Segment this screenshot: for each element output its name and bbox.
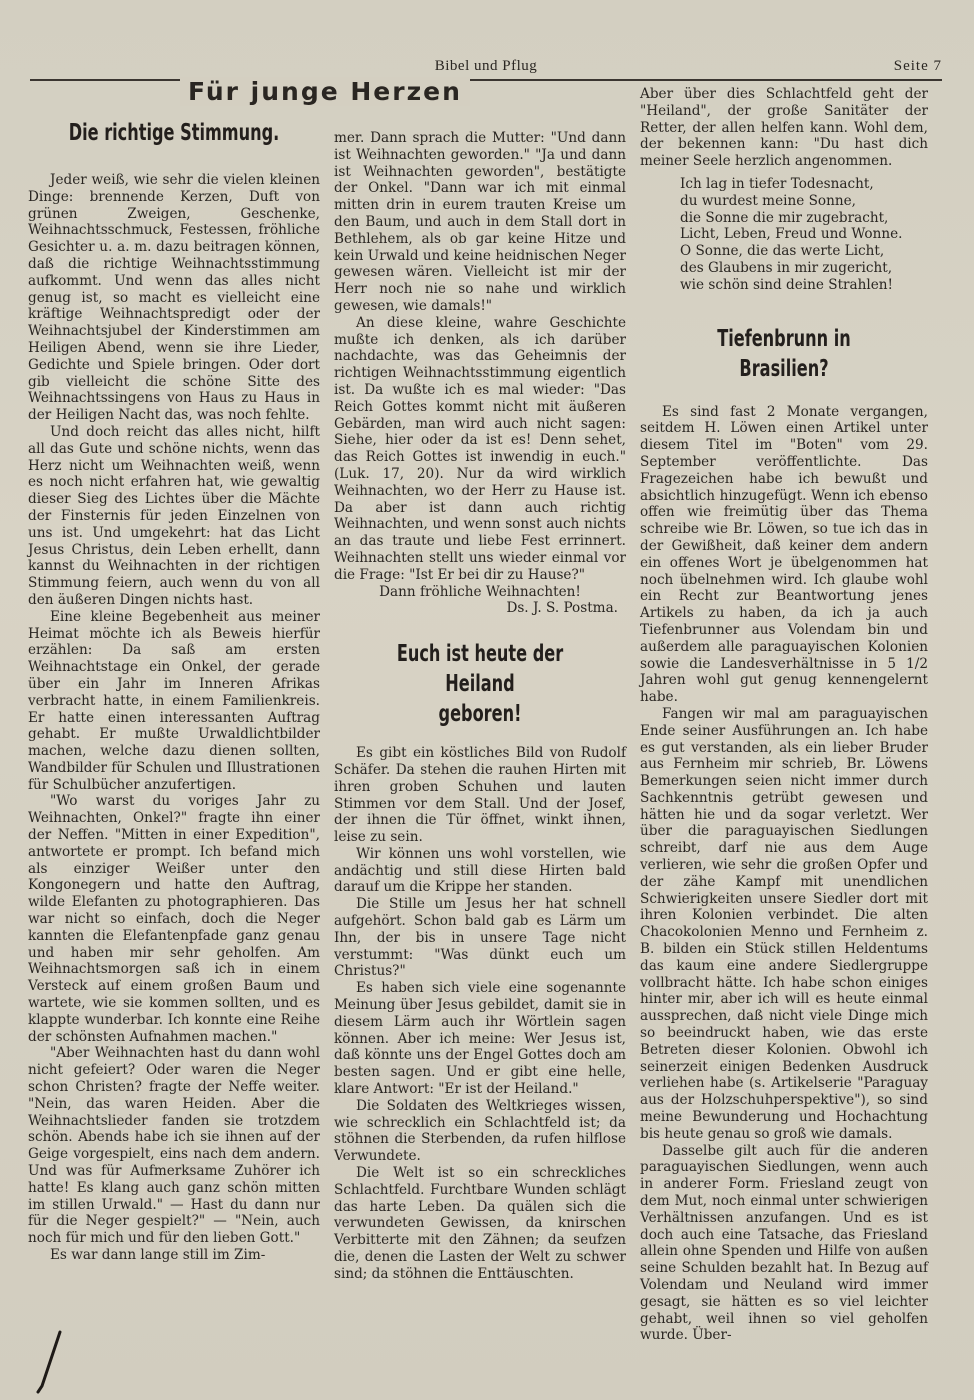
- paragraph: Die Stille um Jesus her hat schnell aufgehört. Schon bald gab es Lärm um Ihn, der bis in unsere Tage nicht verstummt: "Was dünkt euch um Christus?": [334, 896, 626, 980]
- paragraph: Dasselbe gilt auch für die anderen paraguayischen Siedlungen, wenn auch in anderer Form. Friesland zeugt von dem Mut, noch einmal unter schwierigen Verhältnissen anzufangen. Und es ist doch auch eine Tatsache, das Friesland allein ohne Spenden und Hilfe von außen seine Schulden bezahlt hat. In Bezug auf Volendam und Neuland wird immer gesagt, sie hätten es so viel leichter gehabt, weil ihnen so viel geholfen wurde. Über-: [640, 1142, 928, 1344]
- paragraph: Eine kleine Begebenheit aus meiner Heimat möchte ich als Beweis hierfür erzählen: Da saß am ersten Weihnachtstage ein Onkel, der gerade über ein Jahr im Inneren Afrikas verbracht hatte, in einem Familienkreis. Er hatte einen interessanten Auftrag gehabt. Er mußte Urwaldlichtbilder machen, welche dazu dienen sollten, Wandbilder für Schulen und Illustrationen für Schulbücher anzufertigen.: [28, 608, 320, 793]
- paragraph: Es gibt ein köstliches Bild von Rudolf Schäfer. Da stehen die rauhen Hirten mit ihren groben Schuhen und lauten Stimmen vor dem Stall. Und der Josef, der ihnen die Tür öffnet, winkt ihnen, leise zu sein.: [334, 745, 626, 846]
- column-3: [640, 86, 928, 1344]
- poem: [680, 176, 928, 294]
- paragraph: Und doch reicht das alles nicht, hilft all das Gute und schöne nichts, wenn das Herz nicht um Weihnachten weiß, wenn es noch nicht erfahren hat, wie gewaltig dieser Sieg des Lichtes über die Mächte der Finsternis für jeden Einzelnen von uns ist. Und umgekehrt: hat das Licht Jesus Christus, dein Leben erhellt, dann kannst du Weihnachten in der richtigen Stimmung feiern, auch wenn du von all den äußeren Dingen nichts hast.: [28, 423, 320, 608]
- closing-line: Dann fröhliche Weihnachten!: [379, 583, 581, 600]
- poem-line: des Glaubens in mir zugericht,: [680, 259, 893, 276]
- paragraph: Fangen wir mal am paraguayischen Ende seiner Ausführungen an. Ich habe es gut verstanden, als ein lieber Bruder aus Fernheim mir schrieb, Br. Löwens Bemerkungen seien nicht immer durch Sachkenntnis getrübt gewesen und hätten hie und da sogar verletzt. Wer über die paraguayischen Siedlungen schreibt, darf nie aus dem Auge verlieren, wie sehr die großen Opfer und der zähe Kampf mit unendlichen Schwierigkeiten unsere Siedler dort mit ihren Kolonien verbindet. Die alten Chacokolonien Menno und Fernheim z. B. bilden ein Stück stillen Heldentums das kaum eine andere Siedlergruppe vollbracht hätte. Ich habe schon einiges hinter mir, aber ich will es heute einmal aussprechen, daß nicht viele Dinge mich so beeindruckt haben, wie das erste Betreten dieser Kolonien. Obwohl ich seinerzeit einigen Bedenken Ausdruck verliehen habe (s. Artikelserie "Paraguay aus der Holzschuhperspektive"), so sind meine Bewunderung und Hochachtung bis heute genau so groß wie damals.: [640, 705, 928, 1142]
- poem-line: Ich lag in tiefer Todesnacht,: [680, 175, 874, 192]
- column-1: [28, 118, 320, 1264]
- pen-mark: [34, 1330, 64, 1394]
- header-rule: [30, 79, 942, 81]
- article-title-heiland: [366, 639, 594, 729]
- poem-line: du wurdest meine Sonne,: [680, 192, 856, 209]
- paragraph: Die Welt ist so ein schreckliches Schlachtfeld. Furchtbare Wunden schlägt das harte Leben. Da quälen sich die verwundeten Gewissen, da knirschen Verbitterte mit den Zähnen; da seufzen die, denen die Lasten der Welt zu schwer sind; da stöhnen die Enttäuschten.: [334, 1165, 626, 1282]
- page-header: [30, 58, 942, 80]
- page-number: Seite 7: [893, 58, 942, 74]
- article-title-tiefenbrunn: Tiefenbrunn in Brasilien?: [717, 325, 851, 382]
- paragraph: Es war dann lange still im Zim-: [50, 1247, 266, 1263]
- paragraph: Wir können uns wohl vorstellen, wie andächtig und still diese Hirten bald darauf um die Krippe her standen.: [334, 845, 626, 896]
- column-2: [334, 130, 626, 1283]
- paragraph: "Wo warst du voriges Jahr zu Weihnachten, Onkel?" fragte ihn einer der Neffen. "Mitten in einer Expedition", antwortete er prompt. Ich befand mich als einziger Weißer unter den Kongonegern und hatte den Auftrag, wilde Elefanten zu photographieren. Das war nicht so einfach, doch die Neger kannten die Elefantenpfade ganz genau und haben mir sehr geholfen. Am Weihnachtsmorgen saß ich in einem Versteck auf einem großen Baum und wartete, wie sie kommen sollten, und es klappte wunderbar. Ich konnte eine Reihe der schönsten Aufnahmen machen.": [28, 793, 320, 1045]
- paragraph: Aber über dies Schlachtfeld geht der "Heiland", der große Sanitäter der Retter, der allen helfen kann. Wohl dem, der bekennen kann: "Du hast dich meiner Seele herzlich angenommen.: [640, 86, 928, 170]
- article-title-stimmung: Die richtige Stimmung.: [68, 120, 280, 146]
- poem-line: wie schön sind deine Strahlen!: [680, 276, 894, 293]
- paragraph: Es sind fast 2 Monate vergangen, seitdem H. Löwen einen Artikel unter diesem Titel im "Boten" vom 29. September veröffentlichte. Das Fragezeichen habe ich bewußt und absichtlich hinzugefügt. Wenn ich ebenso offen wie freimütig über das Thema schreibe wie Br. Löwen, so tue ich das in der Gewißheit, daß keiner dem andern ein offenes Wort je übelgenommen hat noch übelnehmen wird. Ich glaube wohl ein Recht zur Beantwortung jenes Artikels zu haben, da ich ja auch Tiefenbrunner aus Volendam bin und außerdem alle paraguayischen Kolonien sowie die Landesverhältnisse in 5 1/2 Jahren wohl gut genug kennengelernt habe.: [640, 403, 928, 706]
- poem-line: O Sonne, die das werte Licht,: [680, 243, 885, 260]
- paragraph: "Aber Weihnachten hast du dann wohl nicht gefeiert? Oder waren die Neger schon Christen? fragte der Neffe weiter. "Nein, das waren Heiden. Aber die Weihnachtslieder fanden sie trotzdem schön. Abends habe ich sie ihnen auf der Geige vorgespielt, eins nach dem andern. Und was für Aufmerksame Zuhörer ich hatte! Es klang auch ganz schön mitten im stillen Urwald." — Hast du dann nur für die Neger gespielt?" — "Nein, auch noch für mich und für den lieben Gott.": [28, 1045, 320, 1247]
- section-title: Für junge Herzen: [180, 77, 470, 106]
- title-line-1: Euch ist heute der Heiland: [396, 641, 564, 698]
- running-title: Bibel und Pflug: [434, 58, 538, 74]
- title-line-2: geboren!: [438, 701, 522, 728]
- paragraph: mer. Dann sprach die Mutter: "Und dann ist Weihnachten geworden." "Ja und dann ist Weihnachten geworden", bestätigte der Onkel. "Dann war ich mit einmal mitten drin in eurem trauten Kreise um den Baum, und auch in dem Stall dort in Bethlehem, als ob gar keine Hitze und kein Urwald und keine heidnischen Neger gewesen wären. Vielleicht ist mir der Herr noch nie so nahe und wirklich gewesen, wie damals!": [334, 130, 626, 314]
- paragraph: Jeder weiß, wie sehr die vielen kleinen Dinge: brennende Kerzen, Duft von grünen Zweigen, Geschenke, Weihnachtsschmuck, Festessen, fröhliche Gesichter u. a. m. dazu beitragen können, daß die richtige Weihnachtsstimmung aufkommt. Und wenn das alles nicht genug ist, so macht es vielleicht eine kräftige Weihnachtspredigt oder der Weihnachtsjubel der Kinderstimmen am Heiligen Abend, wenn sie ihre Lieder, Gedichte und Spiele bringen. Oder dort gib vielleicht die schöne Sitte des Weihnachtssingens von Haus zu Haus in der Heiligen Nacht das, was noch fehlte.: [28, 172, 320, 424]
- poem-line: die Sonne die mir zugebracht,: [680, 209, 889, 226]
- author-signature: Ds. J. S. Postma.: [506, 600, 618, 617]
- paragraph: Die Soldaten des Weltkrieges wissen, wie schrecklich ein Schlachtfeld ist; da stöhnen die Sterbenden, da rufen hilflose Verwundete.: [334, 1097, 626, 1165]
- poem-line: Licht, Leben, Freud und Wonne.: [680, 226, 903, 243]
- paragraph: Es haben sich viele eine sogenannte Meinung über Jesus gebildet, damit sie in diesem Lärm auch ihr Wörtlein sagen können. Aber ich meine: Wer Jesus ist, daß könnte uns der Engel Gottes doch am besten sagen. Und er gibt eine helle, klare Antwort: "Er ist der Heiland.": [334, 980, 626, 1098]
- paragraph: An diese kleine, wahre Geschichte mußte ich denken, als ich darüber nachdachte, was das Geheimnis der richtigen Weihnachtsstimmung eigentlich ist. Da wußte ich es mal wieder: "Das Reich Gottes kommt nicht mit äußeren Gebärden, man wird auch nicht sagen: Siehe, hier oder da ist es! Denn sehet, das Reich Gottes ist inwendig in euch." (Luk. 17, 20). Nur da wird wirklich Weihnachten, wo der Herr zu Hause ist. Da aber ist dann auch richtig Weihnachten, und wenn sonst auch nichts an das traute und liebe Fest errinnert. Weihnachten stellt uns wieder einmal vor die Frage: "Ist Er bei dir zu Hause?": [334, 314, 626, 583]
